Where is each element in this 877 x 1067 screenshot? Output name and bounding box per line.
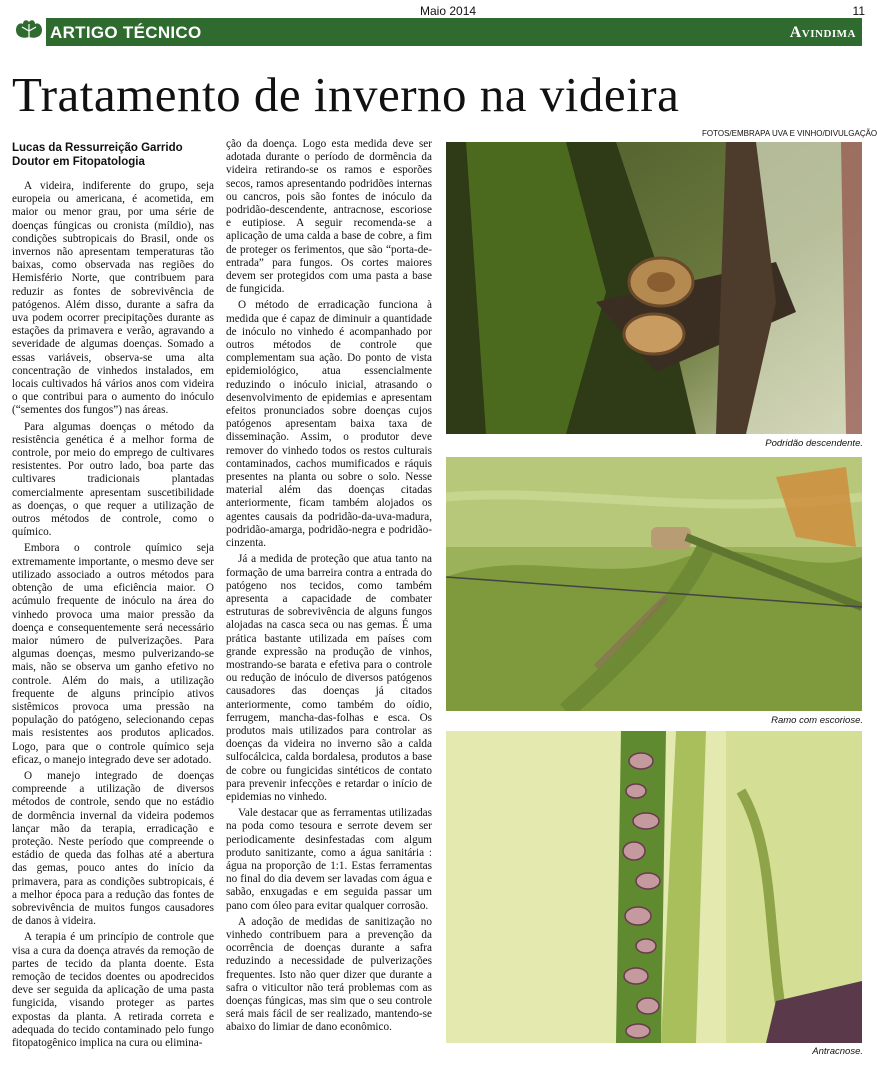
paragraph: Vale destacar que as ferramentas utilizadas na poda como tesoura e serrote devem ser periodicamente desinfestadas com algum produto sanitizante, como a água sanitária : água na proporção de 1:1. Estas ferramentas no final do dia devem ser lavadas com água e sabão, enxugadas e em seguida passar um pano com óleo para evitar qualquer corrosão. [226, 807, 432, 912]
photo-caption: Ramo com escoriose. [771, 715, 863, 726]
photo-ramo-escoriose [446, 457, 862, 711]
issue-date: Maio 2014 [420, 4, 477, 18]
paragraph: A adoção de medidas de sanitização no vinhedo contribuem para a prevenção da ocorrência de doenças durante a safra reduzindo a necessidade de pulverizações frequentes. Isto não quer dizer que durante a safra o viticultor não terá problemas com as doenças fúngicas, mas sim que o seu controle será mais fácil de ser realizado, mantendo-se abaixo do limiar de dano econômico. [226, 915, 432, 1034]
paragraph: A terapia é um princípio de controle que visa a cura da doença através da remoção de partes de tecido da planta doente. Esta remoção de tecidos doentes ou apodrecidos deve ser seguida da aplicação de uma pasta fungicida, visando proteger as partes expostas da planta. A retirada correta e adequada do tecido contaminado pelo fungo fitopatogênico implica na cura ou elimina- [12, 931, 214, 1049]
photo-caption: Podridão descendente. [765, 438, 863, 449]
paragraph: Embora o controle químico seja extremamente importante, o mesmo deve ser utilizado associado a outros métodos para obtenção de uma eficiência maior. O acúmulo frequente de inóculo na área do vinhedo provoca uma maior pressão da doença e consequentemente será necessário maior número de pulverizações. Para algumas doenças, mesmo pulverizando-se mais, não se observa um ganho efetivo no controle. Além do mais, a utilização frequente de alguns princípio ativos sistêmicos provoca uma pressão na população do patógeno, selecionando cepas mais resistentes aos produtos aplicados. Logo, para que o controle químico seja eficaz, o manejo integrado deve ser adotado. [12, 542, 214, 766]
paragraph: Já a medida de proteção que atua tanto na formação de uma barreira contra a entrada do patógeno nos tecidos, como também apresenta a capacidade de combater estruturas de sobrevivência de alguns fungos alojadas na casca seca ou nas gemas. É uma prática bastante utilizada em países com grande expressão na produção de vinhos, mostrando-se barata e efetiva para o controle ou redução de inóculo de diversos patógenos causadores das doenças já citados anteriormente, como também do oídio, ferrugem, mancha-das-folhas e esca. Os produtos mais utilizados para controlar as doenças da videira no inverno são a calda sulfocálcica, calda bordalesa, produtos a base de cobre ou fungicidas sintéticos de contato para prevenir infecções e retardar o início de epidemias no vinhedo. [226, 553, 432, 803]
paragraph: O método de erradicação funciona à medida que é capaz de diminuir a quantidade de inóculo no vinhedo é acompanhado por outros métodos de controle que complementam sua ação. Do ponto de vista epidemiológico, atua essencialmente reduzindo o inóculo inicial, atrasando o desenvolvimento de epidemias e apresentam efeitos pronunciados sobre doenças cujos patógenos apresentam baixa taxa de disseminação. Assim, o produtor deve remover do vinhedo todos os restos culturais contaminados, cachos mumificados e ráquis presentes na planta ou sobre o solo. Nesse material além das doenças citadas anteriormente, ficam também alojados os agentes causais da podridão-da-uva-madura, podridão-amarga, podridão-negra e podridão-cinzenta. [226, 299, 432, 550]
author-block [12, 141, 212, 169]
section-header-bar [12, 18, 862, 46]
paragraph: O manejo integrado de doenças compreende a utilização de diversos métodos de controle, sendo que no estádio de dormência invernal da videira podemos lançar mão da terapia, erradicação e proteção. Neste período que compreende o estádio de queda das folhas até a abertura das gemas, pouco antes do início da primavera, para as condições subtropicais, é a melhor época para a redução das fontes de sobrevivência de muitos fungos causadores de danos à videira. [12, 769, 214, 928]
section-label: ARTIGO TÉCNICO [50, 23, 202, 42]
paragraph: Para algumas doenças o método da resistência genética é a melhor forma de controle, por meio do emprego de cultivares resistentes. Por outro lado, boa parte das cultivares tradicionais plantadas comercialmente apresentam suscetibilidade as doenças, o que requer a utilização de outros métodos de controle, como o químico. [12, 420, 214, 539]
page-number: 11 [852, 4, 865, 18]
text-column-1 [12, 180, 214, 1060]
top-line [0, 4, 877, 18]
photo-antracnose [446, 731, 862, 1043]
grape-leaf-icon [12, 18, 46, 46]
brand-logo: Avindima [789, 24, 856, 41]
paragraph-continued: ção da doença. Logo esta medida deve ser adotada durante o período de dormência da videira retirando-se os ramos e esporões secos, ramos apresentando podridões internas ou cancros, pois são fontes de inóculo da podridão-descendente, antracnose, escoriose e eutipiose. A seguir recomenda-se a aplicação de uma calda a base de cobre, a fim de proteger os ferimentos, que são “porta-de-entrada” para fungos. Os cortes maiores devem ser protegidos com uma pasta a base de fungicida. [226, 138, 432, 296]
article-title: Tratamento de inverno na videira [12, 67, 680, 122]
author-name: Lucas da Ressurreição Garrido [12, 142, 183, 154]
text-column-2 [226, 138, 432, 1053]
photo-caption: Antracnose. [812, 1046, 863, 1057]
paragraph: A videira, indiferente do grupo, seja europeia ou americana, é acometida, em maior ou menor grau, por uma série de doenças fúngicas ou cronista (míldio), nas condições subtropicais do Brasil, onde os invernos não apresentam temperaturas tão baixas, como observada nas regiões do Hemisfério Norte, que contribuem para reduzir as fontes de sobrevivência de patógenos. Além disso, durante a safra da uva podem ocorrer precipitações durante as estações da primavera e verão, agravando a severidade de algumas doenças. Somado a essas variáveis, observa-se uma alta concentração de vinhedos instalados, em locais cultivados há vários anos com videira o que contribui para o aumento do inóculo (“sementes dos fungos”) nas áreas. [12, 180, 214, 417]
photo-podridao-descendente [446, 142, 862, 434]
author-title: Doutor em Fitopatologia [12, 156, 145, 168]
photo-credit: FOTOS/EMBRAPA UVA E VINHO/DIVULGAÇÃO [702, 129, 877, 138]
